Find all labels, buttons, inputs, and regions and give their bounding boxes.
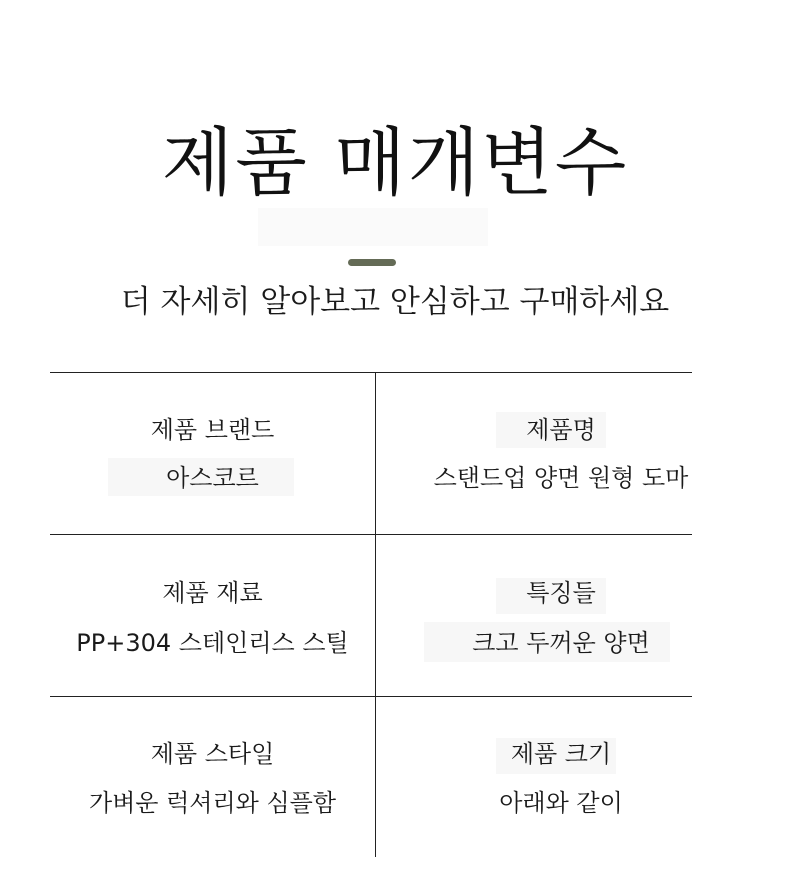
spec-cell-features: [376, 535, 746, 696]
spec-value: 스탠드업 양면 원형 도마: [433, 464, 689, 492]
spec-value: 아스코르: [166, 464, 259, 492]
spec-cell-brand: [50, 373, 375, 534]
spec-value: 아래와 같이: [499, 789, 623, 817]
page-title: 제품 매개변수: [161, 120, 629, 206]
spec-cell-style: [50, 697, 375, 857]
spec-value: 가벼운 럭셔리와 심플함: [88, 789, 337, 817]
spec-label: 제품 크기: [510, 740, 612, 768]
page-subtitle: 더 자세히 알아보고 안심하고 구매하세요: [120, 284, 670, 320]
accent-divider: [348, 259, 396, 266]
title-highlight: [258, 208, 488, 246]
spec-label: 제품 스타일: [150, 740, 275, 768]
spec-label: 제품명: [526, 416, 596, 444]
spec-label: 제품 재료: [162, 579, 263, 607]
spec-cell-size: [376, 697, 746, 857]
spec-label: 특징들: [526, 579, 596, 607]
spec-cell-material: [50, 535, 375, 696]
spec-value: PP+304 스테인리스 스틸: [76, 629, 349, 657]
spec-cell-product-name: [376, 373, 746, 534]
spec-label: 제품 브랜드: [150, 416, 275, 444]
spec-value: 크고 두꺼운 양면: [472, 629, 650, 657]
